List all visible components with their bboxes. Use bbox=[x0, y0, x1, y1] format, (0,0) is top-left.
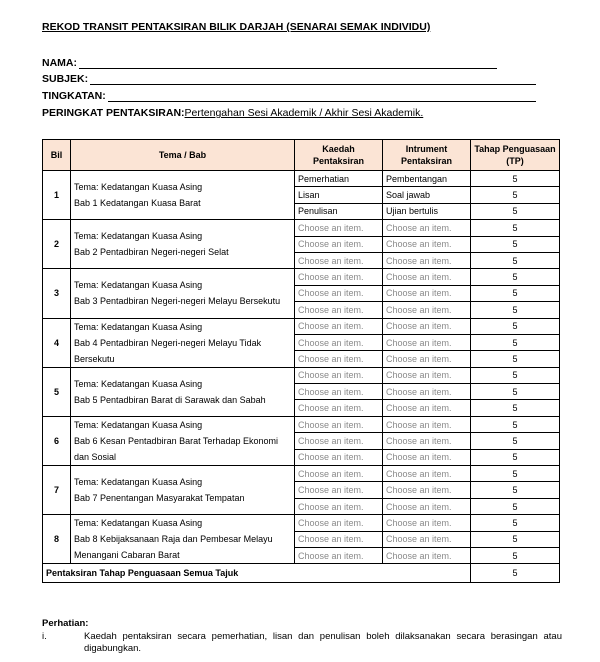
kaedah-select[interactable]: Choose an item. bbox=[295, 252, 383, 268]
header-instrumen: Intrument Pentaksiran bbox=[383, 140, 471, 171]
tp-select[interactable]: 5 bbox=[471, 187, 560, 203]
table-row bbox=[43, 466, 560, 482]
kaedah-select[interactable]: Choose an item. bbox=[295, 318, 383, 334]
header-kaedah: Kaedah Pentaksiran bbox=[295, 140, 383, 171]
summary-tp[interactable]: 5 bbox=[471, 564, 560, 583]
kaedah-select[interactable]: Choose an item. bbox=[295, 220, 383, 236]
tp-select[interactable]: 5 bbox=[471, 269, 560, 285]
peringkat-label: PERINGKAT PENTAKSIRAN: bbox=[42, 107, 185, 119]
tp-select[interactable]: 5 bbox=[471, 482, 560, 498]
table-row bbox=[43, 220, 560, 236]
kaedah-select[interactable]: Choose an item. bbox=[295, 285, 383, 301]
row-tema-bab bbox=[71, 466, 295, 515]
tp-select[interactable]: 5 bbox=[471, 449, 560, 465]
row-tema: Tema: Kedatangan Kuasa Asing bbox=[74, 231, 203, 242]
kaedah-select[interactable]: Choose an item. bbox=[295, 334, 383, 350]
tp-select[interactable]: 5 bbox=[471, 515, 560, 531]
note-text: Kaedah pentaksiran secara pemerhatian, lisan dan penulisan boleh dilaksanakan secara berasingan atau digabungkan. bbox=[84, 631, 562, 654]
instrumen-select[interactable]: Soal jawab bbox=[383, 187, 471, 203]
table-body bbox=[43, 171, 560, 564]
notes-section bbox=[42, 618, 562, 655]
row-bil: 3 bbox=[43, 269, 71, 318]
header-bil: Bil bbox=[43, 140, 71, 171]
kaedah-select[interactable]: Choose an item. bbox=[295, 269, 383, 285]
instrumen-select[interactable]: Ujian bertulis bbox=[383, 203, 471, 219]
tingkatan-line[interactable] bbox=[108, 91, 536, 102]
instrumen-select[interactable]: Choose an item. bbox=[383, 285, 471, 301]
summary-label: Pentaksiran Tahap Penguasaan Semua Tajuk bbox=[43, 564, 471, 583]
row-bil: 2 bbox=[43, 220, 71, 269]
kaedah-select[interactable]: Choose an item. bbox=[295, 367, 383, 383]
subjek-line[interactable] bbox=[90, 74, 536, 85]
summary-row bbox=[43, 564, 560, 583]
kaedah-select[interactable]: Choose an item. bbox=[295, 515, 383, 531]
row-bab: Bab 6 Kesan Pentadbiran Barat Terhadap Ekonomi dan Sosial bbox=[74, 435, 278, 462]
row-bab: Bab 5 Pentadbiran Barat di Sarawak dan Sabah bbox=[74, 394, 266, 405]
row-bab: Bab 7 Penentangan Masyarakat Tempatan bbox=[74, 493, 245, 504]
row-tema-bab bbox=[71, 515, 295, 564]
kaedah-select[interactable]: Choose an item. bbox=[295, 449, 383, 465]
row-bil: 7 bbox=[43, 466, 71, 515]
tp-select[interactable]: 5 bbox=[471, 416, 560, 432]
row-tema: Tema: Kedatangan Kuasa Asing bbox=[74, 280, 203, 291]
kaedah-select[interactable]: Choose an item. bbox=[295, 531, 383, 547]
row-bab: Bab 3 Pentadbiran Negeri-negeri Melayu Bersekutu bbox=[74, 296, 281, 307]
instrumen-select[interactable]: Choose an item. bbox=[383, 351, 471, 367]
instrumen-select[interactable]: Choose an item. bbox=[383, 384, 471, 400]
row-bil: 8 bbox=[43, 515, 71, 564]
table-row bbox=[43, 318, 560, 334]
note-item bbox=[42, 631, 562, 655]
instrumen-select[interactable]: Pembentangan bbox=[383, 171, 471, 187]
row-bab: Bab 1 Kedatangan Kuasa Barat bbox=[74, 198, 201, 209]
instrumen-select[interactable]: Choose an item. bbox=[383, 531, 471, 547]
tp-select[interactable]: 5 bbox=[471, 334, 560, 350]
tp-select[interactable]: 5 bbox=[471, 236, 560, 252]
kaedah-select[interactable]: Penulisan bbox=[295, 203, 383, 219]
instrumen-select[interactable]: Choose an item. bbox=[383, 466, 471, 482]
tp-select[interactable]: 5 bbox=[471, 220, 560, 236]
row-tema: Tema: Kedatangan Kuasa Asing bbox=[74, 477, 203, 488]
document-title: REKOD TRANSIT PENTAKSIRAN BILIK DARJAH (SENARAI SEMAK INDIVIDU) bbox=[42, 21, 431, 33]
subjek-field bbox=[42, 73, 536, 85]
row-bab: Bab 8 Kebijaksanaan Raja dan Pembesar Melayu Menangani Cabaran Barat bbox=[74, 534, 273, 561]
row-tema-bab bbox=[71, 269, 295, 318]
header-tahap: Tahap Penguasaan (TP) bbox=[471, 140, 560, 171]
tp-select[interactable]: 5 bbox=[471, 252, 560, 268]
row-tema: Tema: Kedatangan Kuasa Asing bbox=[74, 321, 203, 332]
kaedah-select[interactable]: Pemerhatian bbox=[295, 171, 383, 187]
peringkat-pentaksiran bbox=[42, 107, 423, 119]
instrumen-select[interactable]: Choose an item. bbox=[383, 498, 471, 514]
instrumen-select[interactable]: Choose an item. bbox=[383, 547, 471, 563]
instrumen-select[interactable]: Choose an item. bbox=[383, 318, 471, 334]
table-row bbox=[43, 269, 560, 285]
tp-select[interactable]: 5 bbox=[471, 171, 560, 187]
row-tema-bab bbox=[71, 318, 295, 367]
instrumen-select[interactable]: Choose an item. bbox=[383, 367, 471, 383]
kaedah-select[interactable]: Choose an item. bbox=[295, 466, 383, 482]
row-tema: Tema: Kedatangan Kuasa Asing bbox=[74, 378, 203, 389]
tingkatan-field bbox=[42, 90, 536, 102]
nama-label: NAMA: bbox=[42, 57, 77, 69]
kaedah-select[interactable]: Choose an item. bbox=[295, 416, 383, 432]
row-tema-bab bbox=[71, 220, 295, 269]
row-bil: 5 bbox=[43, 367, 71, 416]
tp-select[interactable]: 5 bbox=[471, 498, 560, 514]
tp-select[interactable]: 5 bbox=[471, 384, 560, 400]
kaedah-select[interactable]: Choose an item. bbox=[295, 547, 383, 563]
row-tema-bab bbox=[71, 171, 295, 220]
kaedah-select[interactable]: Choose an item. bbox=[295, 400, 383, 416]
kaedah-select[interactable]: Choose an item. bbox=[295, 482, 383, 498]
tp-select[interactable]: 5 bbox=[471, 203, 560, 219]
row-tema: Tema: Kedatangan Kuasa Asing bbox=[74, 518, 203, 529]
kaedah-select[interactable]: Choose an item. bbox=[295, 236, 383, 252]
table-row bbox=[43, 171, 560, 187]
tp-select[interactable]: 5 bbox=[471, 367, 560, 383]
table-row bbox=[43, 367, 560, 383]
instrumen-select[interactable]: Choose an item. bbox=[383, 236, 471, 252]
instrumen-select[interactable]: Choose an item. bbox=[383, 449, 471, 465]
instrumen-select[interactable]: Choose an item. bbox=[383, 515, 471, 531]
row-tema-bab bbox=[71, 416, 295, 465]
tp-select[interactable]: 5 bbox=[471, 466, 560, 482]
instrumen-select[interactable]: Choose an item. bbox=[383, 416, 471, 432]
tp-select[interactable]: 5 bbox=[471, 547, 560, 563]
table-row bbox=[43, 515, 560, 531]
tp-select[interactable]: 5 bbox=[471, 351, 560, 367]
assessment-table bbox=[42, 139, 560, 583]
kaedah-select[interactable]: Choose an item. bbox=[295, 384, 383, 400]
peringkat-value[interactable]: Pertengahan Sesi Akademik / Akhir Sesi Akademik. bbox=[184, 107, 424, 119]
tp-select[interactable]: 5 bbox=[471, 285, 560, 301]
header-tema: Tema / Bab bbox=[71, 140, 295, 171]
nama-line[interactable] bbox=[79, 58, 497, 69]
instrumen-select[interactable]: Choose an item. bbox=[383, 220, 471, 236]
instrumen-select[interactable]: Choose an item. bbox=[383, 433, 471, 449]
instrumen-select[interactable]: Choose an item. bbox=[383, 482, 471, 498]
instrumen-select[interactable]: Choose an item. bbox=[383, 400, 471, 416]
tp-select[interactable]: 5 bbox=[471, 531, 560, 547]
row-tema-bab bbox=[71, 367, 295, 416]
row-bil: 6 bbox=[43, 416, 71, 465]
nama-field bbox=[42, 57, 497, 69]
tp-select[interactable]: 5 bbox=[471, 433, 560, 449]
instrumen-select[interactable]: Choose an item. bbox=[383, 302, 471, 318]
instrumen-select[interactable]: Choose an item. bbox=[383, 252, 471, 268]
instrumen-select[interactable]: Choose an item. bbox=[383, 334, 471, 350]
row-tema: Tema: Kedatangan Kuasa Asing bbox=[74, 419, 203, 430]
row-bil: 4 bbox=[43, 318, 71, 367]
row-bab: Bab 4 Pentadbiran Negeri-negeri Melayu Tidak Bersekutu bbox=[74, 337, 262, 364]
subjek-label: SUBJEK: bbox=[42, 73, 89, 85]
kaedah-select[interactable]: Choose an item. bbox=[295, 498, 383, 514]
note-number: i. bbox=[42, 631, 47, 642]
row-bab: Bab 2 Pentadbiran Negeri-negeri Selat bbox=[74, 247, 229, 258]
row-bil: 1 bbox=[43, 171, 71, 220]
kaedah-select[interactable]: Lisan bbox=[295, 187, 383, 203]
tp-select[interactable]: 5 bbox=[471, 318, 560, 334]
tp-select[interactable]: 5 bbox=[471, 302, 560, 318]
kaedah-select[interactable]: Choose an item. bbox=[295, 433, 383, 449]
instrumen-select[interactable]: Choose an item. bbox=[383, 269, 471, 285]
tingkatan-label: TINGKATAN: bbox=[42, 90, 106, 102]
row-tema: Tema: Kedatangan Kuasa Asing bbox=[74, 182, 203, 193]
notes-heading: Perhatian: bbox=[42, 618, 89, 629]
kaedah-select[interactable]: Choose an item. bbox=[295, 302, 383, 318]
kaedah-select[interactable]: Choose an item. bbox=[295, 351, 383, 367]
table-row bbox=[43, 416, 560, 432]
tp-select[interactable]: 5 bbox=[471, 400, 560, 416]
